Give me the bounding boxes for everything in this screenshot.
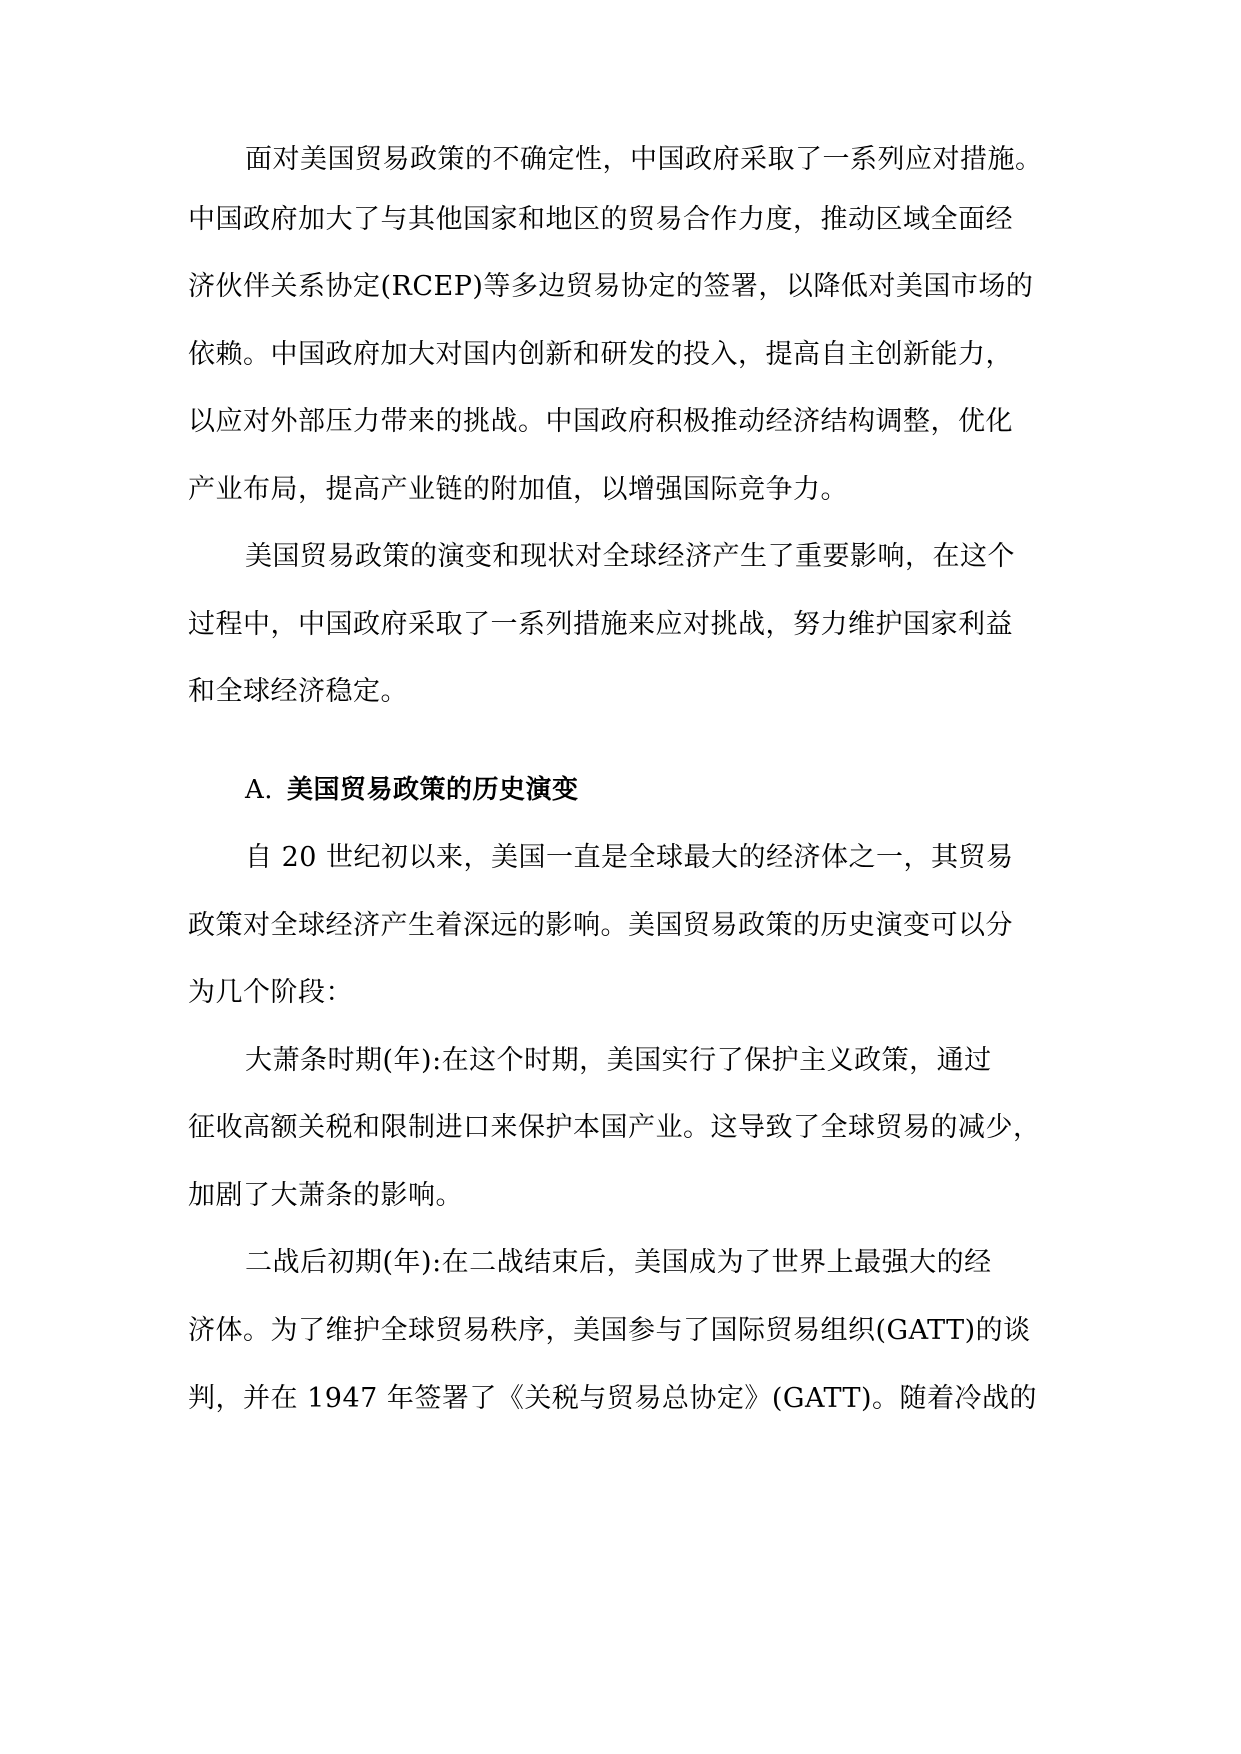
section-paragraph-3-line-2: 济体。为了维护全球贸易秩序，美国参与了国际贸易组织(GATT)的谈 <box>188 1315 1031 1346</box>
paragraph-1-line-4: 依赖。中国政府加大对国内创新和研发的投入，提高自主创新能力， <box>188 339 1013 370</box>
paragraph-2-line-3: 和全球经济稳定。 <box>188 676 408 707</box>
paragraph-1-line-3: 济伙伴关系协定(RCEP)等多边贸易协定的签署，以降低对美国市场的 <box>188 271 1034 302</box>
section-number: A. <box>245 775 274 805</box>
section-paragraph-1-line-1: 自 20 世纪初以来，美国一直是全球最大的经济体之一，其贸易 <box>245 842 1014 873</box>
section-paragraph-2-line-1: 大萧条时期(年):在这个时期，美国实行了保护主义政策，通过 <box>245 1045 992 1076</box>
paragraph-2-line-2: 过程中，中国政府采取了一系列措施来应对挑战，努力维护国家利益 <box>188 609 1013 640</box>
paragraph-1-line-2: 中国政府加大了与其他国家和地区的贸易合作力度，推动区域全面经 <box>188 204 1013 235</box>
section-paragraph-2-line-3: 加剧了大萧条的影响。 <box>188 1180 463 1211</box>
section-heading <box>245 772 579 808</box>
paragraph-2-line-1: 美国贸易政策的演变和现状对全球经济产生了重要影响，在这个 <box>245 541 1015 572</box>
section-paragraph-3-line-3: 判，并在 1947 年签署了《关税与贸易总协定》(GATT)。随着冷战的 <box>188 1383 1038 1414</box>
section-title: 美国贸易政策的历史演变 <box>287 775 579 805</box>
paragraph-1-line-6: 产业布局，提高产业链的附加值，以增强国际竞争力。 <box>188 474 848 505</box>
section-paragraph-1-line-2: 政策对全球经济产生着深远的影响。美国贸易政策的历史演变可以分 <box>188 910 1013 941</box>
section-paragraph-3-line-1: 二战后初期(年):在二战结束后，美国成为了世界上最强大的经 <box>245 1247 992 1278</box>
paragraph-1-line-1: 面对美国贸易政策的不确定性，中国政府采取了一系列应对措施。 <box>245 144 1043 175</box>
paragraph-1-line-5: 以应对外部压力带来的挑战。中国政府积极推动经济结构调整，优化 <box>188 406 1013 437</box>
section-paragraph-2-line-2: 征收高额关税和限制进口来保护本国产业。这导致了全球贸易的减少， <box>188 1112 1041 1143</box>
section-paragraph-1-line-3: 为几个阶段： <box>188 977 353 1008</box>
